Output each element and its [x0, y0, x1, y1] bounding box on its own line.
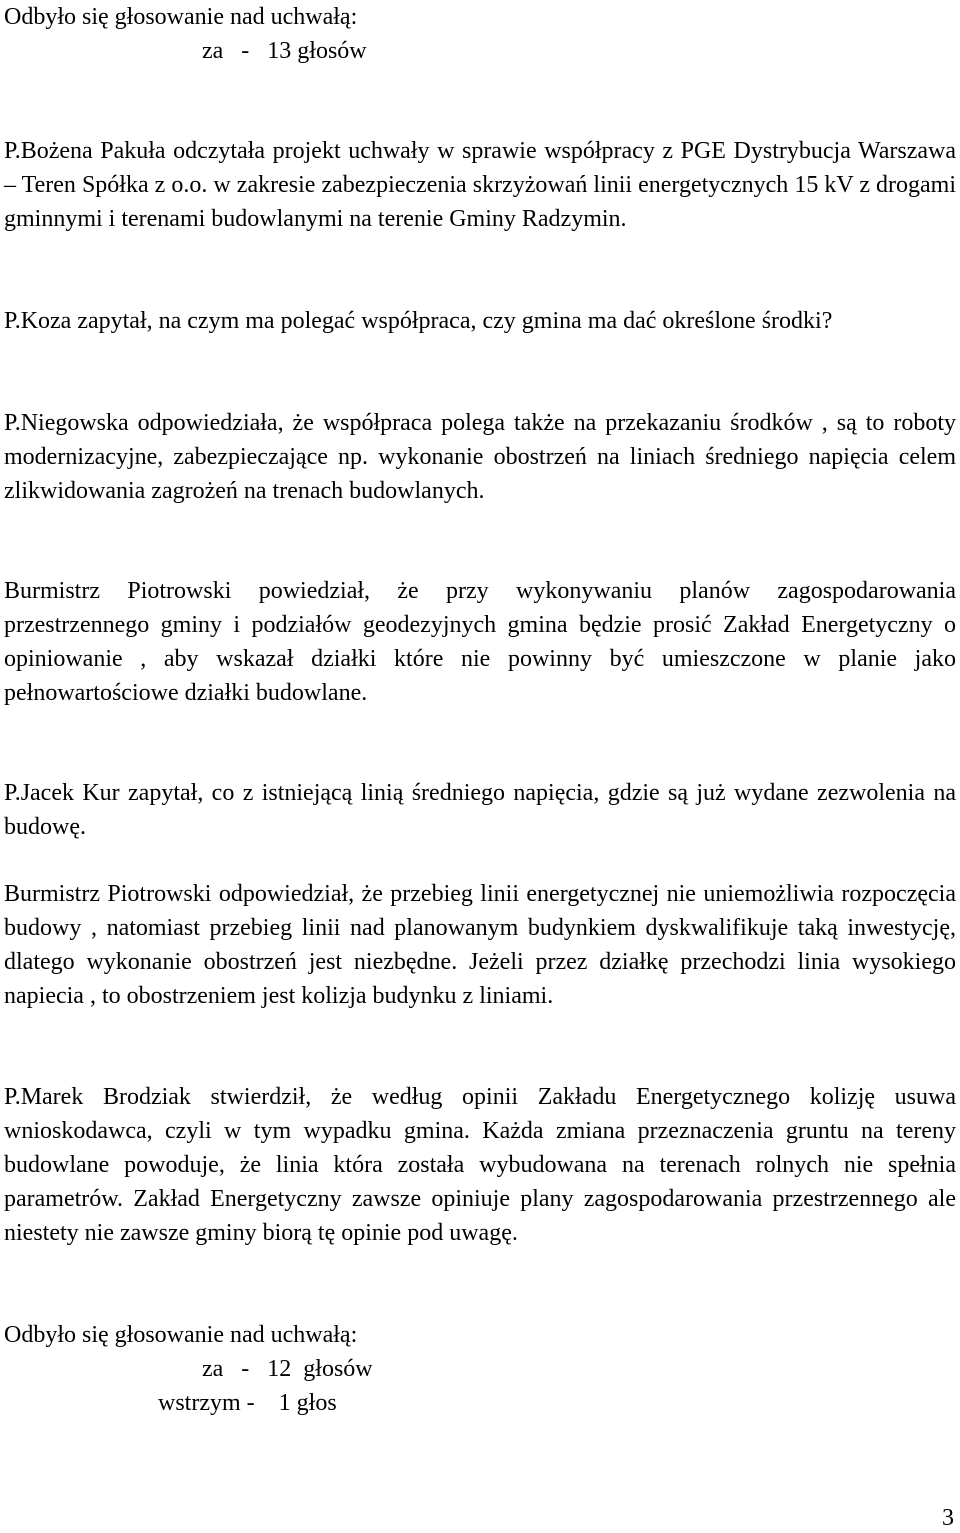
paragraph-brodziak-statement: P.Marek Brodziak stwierdził, że według opinii Zakładu Energetycznego kolizję usuwa wnioskodawca, czyli w tym wypadku gmina. Każda zmiana przeznaczenia gruntu na tereny budowlane powoduje, że linia która została wybudowana na terenach rolnych nie spełnia parametrów. Zakład Energetyczny zawsze opiniuje plany zagospodarowania przestrzennego ale niestety nie zawsze gminy biorą tę opinie pod uwagę.: [4, 1084, 956, 1246]
vote-result-for: za - 13 głosów: [202, 38, 367, 64]
paragraph-mayor-statement: Burmistrz Piotrowski powiedział, że przy wykonywaniu planów zagospodarowania przestrzennego gminy i podziałów geodezyjnych gmina będzie prosić Zakład Energetyczny o opiniowanie , aby wskazał działki które nie powinny być umieszczone w planie jako pełnowartościowe działki budowlane.: [4, 578, 956, 706]
paragraph-question-kur: P.Jacek Kur zapytał, co z istniejącą linią średniego napięcia, gdzie są już wydane zezwolenia na budowę.: [4, 780, 956, 840]
vote-result-abstain: wstrzym - 1 głos: [158, 1390, 337, 1416]
vote-heading: Odbyło się głosowanie nad uchwałą:: [4, 1322, 358, 1348]
paragraph-question-koza: P.Koza zapytał, na czym ma polegać współpraca, czy gmina ma dać określone środki?: [4, 308, 833, 334]
page-number: 3: [942, 1505, 954, 1531]
vote-block-1: [4, 0, 956, 68]
vote-block-2: [4, 1318, 956, 1420]
vote-result-for: za - 12 głosów: [202, 1356, 373, 1382]
vote-heading: Odbyło się głosowanie nad uchwałą:: [4, 4, 358, 30]
paragraph-resolution-reading: P.Bożena Pakuła odczytała projekt uchwały w sprawie współpracy z PGE Dystrybucja Warszawa – Teren Spółka z o.o. w zakresie zabezpieczenia skrzyżowań linii energetycznych 15 kV z drogami gminnymi i terenami budowlanymi na terenie Gminy Radzymin.: [4, 138, 956, 232]
paragraph-answer-niegowska: P.Niegowska odpowiedziała, że współpraca polega także na przekazaniu środków , są to roboty modernizacyjne, zabezpieczające np. wykonanie obostrzeń na liniach średniego napięcia celem zlikwidowania zagrożeń na trenach budowlanych.: [4, 410, 956, 504]
paragraph-mayor-answer: Burmistrz Piotrowski odpowiedział, że przebieg linii energetycznej nie uniemożliwia rozpoczęcia budowy , natomiast przebieg linii nad planowanym budynkiem dyskwalifikuje taką inwestycję, dlatego wykonanie obostrzeń jest niezbędne. Jeżeli przez działkę przechodzi linia wysokiego napiecia , to obostrzeniem jest kolizja budynku z liniami.: [4, 881, 956, 1009]
